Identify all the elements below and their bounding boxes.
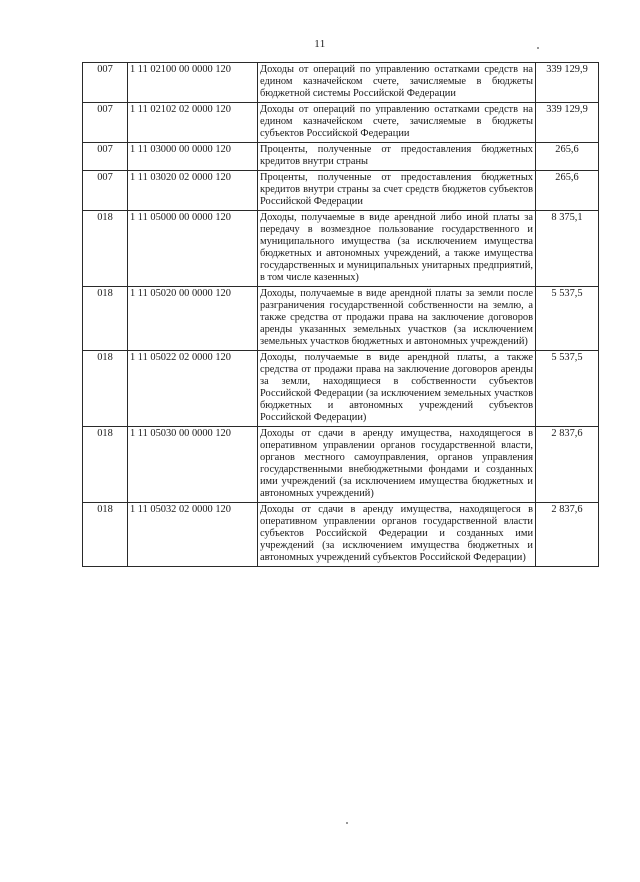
budget-code-cell: 1 11 05022 02 0000 120	[128, 351, 258, 427]
revenue-name-cell: Доходы от операций по управлению остатками средств на едином казначейском счете, зачисляемые в бюджеты субъектов Российской Федерации	[258, 103, 536, 143]
admin-code-cell: 018	[83, 211, 128, 287]
table-row	[83, 143, 599, 171]
scan-speck	[346, 822, 348, 824]
revenue-name-cell: Доходы, получаемые в виде арендной либо иной платы за передачу в возмездное пользование государственного и муниципального имущества (за исключением имущества бюджетных и автономных учреждений, а также имущества государственных и муниципальных унитарных предприятий, в том числе казенных)	[258, 211, 536, 287]
page-number: 11	[314, 38, 326, 50]
budget-revenue-table	[82, 62, 599, 567]
amount-cell: 8 375,1	[536, 211, 599, 287]
amount-cell: 339 129,9	[536, 63, 599, 103]
amount-cell: 265,6	[536, 143, 599, 171]
budget-code-cell: 1 11 05032 02 0000 120	[128, 503, 258, 567]
revenue-name-cell: Проценты, полученные от предоставления бюджетных кредитов внутри страны за счет средств бюджетов субъектов Российской Федерации	[258, 171, 536, 211]
amount-cell: 2 837,6	[536, 503, 599, 567]
budget-code-cell: 1 11 05000 00 0000 120	[128, 211, 258, 287]
revenue-name-cell: Доходы от сдачи в аренду имущества, находящегося в оперативном управлении органов государственной власти субъектов Российской Федерации и созданных ими учреждений (за исключением имущества бюджетных и автономных учреждений субъектов Российской Федерации)	[258, 503, 536, 567]
table-row	[83, 427, 599, 503]
table-row	[83, 211, 599, 287]
admin-code-cell: 007	[83, 103, 128, 143]
budget-code-cell: 1 11 02102 02 0000 120	[128, 103, 258, 143]
table-row	[83, 171, 599, 211]
amount-cell: 5 537,5	[536, 287, 599, 351]
amount-cell: 2 837,6	[536, 427, 599, 503]
admin-code-cell: 018	[83, 287, 128, 351]
admin-code-cell: 018	[83, 427, 128, 503]
revenue-name-cell: Доходы, получаемые в виде арендной платы, а также средства от продажи права на заключение договоров аренды за земли, находящиеся в собственности субъектов Российской Федерации (за исключением земельных участков бюджетных и автономных учреждений субъектов Российской Федерации)	[258, 351, 536, 427]
revenue-name-cell: Доходы от сдачи в аренду имущества, находящегося в оперативном управлении органов государственной власти, органов местного самоуправления, органов управления государственными внебюджетными фондами и созданных ими учреждений (за исключением имущества бюджетных и автономных учреждений)	[258, 427, 536, 503]
table-row	[83, 351, 599, 427]
table-row	[83, 103, 599, 143]
budget-code-cell: 1 11 02100 00 0000 120	[128, 63, 258, 103]
amount-cell: 5 537,5	[536, 351, 599, 427]
table-row	[83, 503, 599, 567]
revenue-name-cell: Доходы, получаемые в виде арендной платы за земли после разграничения государственной собственности на землю, а также средства от продажи права на заключение договоров аренды указанных земельных участков (за исключением земельных участков бюджетных и автономных учреждений)	[258, 287, 536, 351]
budget-code-cell: 1 11 05020 00 0000 120	[128, 287, 258, 351]
table-row	[83, 63, 599, 103]
admin-code-cell: 007	[83, 171, 128, 211]
admin-code-cell: 018	[83, 503, 128, 567]
admin-code-cell: 007	[83, 63, 128, 103]
amount-cell: 265,6	[536, 171, 599, 211]
table-row	[83, 287, 599, 351]
revenue-name-cell: Проценты, полученные от предоставления бюджетных кредитов внутри страны	[258, 143, 536, 171]
budget-code-cell: 1 11 03000 00 0000 120	[128, 143, 258, 171]
scan-speck	[537, 47, 539, 49]
amount-cell: 339 129,9	[536, 103, 599, 143]
admin-code-cell: 018	[83, 351, 128, 427]
budget-code-cell: 1 11 03020 02 0000 120	[128, 171, 258, 211]
revenue-name-cell: Доходы от операций по управлению остатками средств на едином казначейском счете, зачисляемые в бюджеты бюджетной системы Российской Федерации	[258, 63, 536, 103]
budget-code-cell: 1 11 05030 00 0000 120	[128, 427, 258, 503]
admin-code-cell: 007	[83, 143, 128, 171]
